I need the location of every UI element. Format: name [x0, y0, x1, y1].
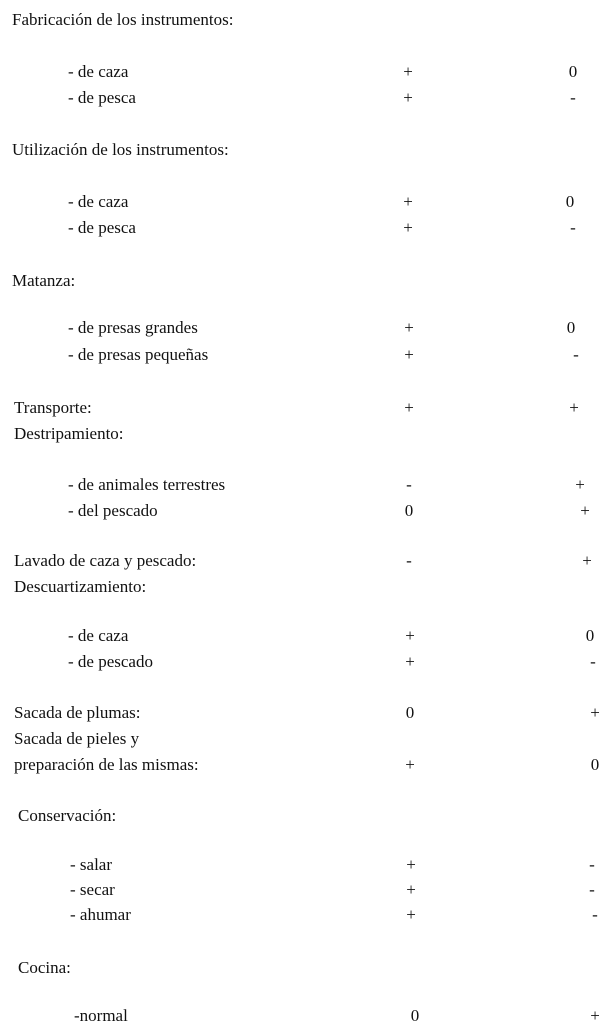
sub-item-label: - del pescado — [68, 501, 158, 520]
column-a-symbol — [398, 271, 418, 291]
column-a-symbol — [399, 577, 419, 597]
sub-item-label: - salar — [70, 855, 113, 874]
column-b-symbol: 0 — [585, 626, 595, 645]
column-b-symbol: - — [570, 218, 576, 237]
section-heading: Cocina: — [18, 958, 71, 977]
column-a-symbol: 0 — [405, 703, 415, 722]
sub-item-label: - de pesca — [68, 218, 136, 237]
column-b-symbol: + — [580, 501, 590, 520]
section-heading: Conservación: — [18, 806, 117, 825]
column-b-symbol: - — [592, 905, 598, 924]
column-b-symbol: 0 — [565, 192, 575, 211]
column-a-symbol: + — [403, 88, 413, 107]
column-b-symbol: - — [570, 88, 576, 107]
column-b-symbol — [563, 140, 583, 160]
section-heading: Lavado de caza y pescado: — [14, 551, 197, 570]
column-b-symbol: + — [569, 398, 579, 417]
section-heading: Sacada de plumas: — [14, 703, 141, 722]
column-b-symbol: 0 — [590, 755, 600, 774]
sub-item-label: - de presas pequeñas — [68, 345, 209, 364]
column-b-symbol: + — [582, 551, 592, 570]
sub-item-label: - de caza — [68, 62, 129, 81]
column-a-symbol: + — [403, 62, 413, 81]
column-a-symbol — [400, 729, 420, 749]
column-b-symbol — [563, 10, 583, 30]
column-a-symbol: 0 — [404, 501, 414, 520]
column-b-symbol: - — [589, 855, 595, 874]
section-heading: Fabricación de los instrumentos: — [12, 10, 234, 29]
column-b-symbol: + — [590, 703, 600, 722]
column-a-symbol — [398, 140, 418, 160]
sub-item-label: - de pescado — [68, 652, 153, 671]
section-heading: Transporte: — [14, 398, 92, 417]
sub-item-label: - de caza — [68, 626, 129, 645]
column-a-symbol — [399, 424, 419, 444]
column-a-symbol — [401, 806, 421, 826]
column-b-symbol — [585, 958, 605, 978]
column-b-symbol: + — [575, 475, 585, 494]
sub-item-label: - de animales terrestres — [68, 475, 226, 494]
column-a-symbol — [398, 10, 418, 30]
column-a-symbol: + — [405, 626, 415, 645]
column-b-symbol — [563, 271, 583, 291]
column-b-symbol — [577, 577, 597, 597]
column-a-symbol: + — [403, 192, 413, 211]
column-b-symbol: + — [590, 1006, 600, 1025]
section-heading: Destripamiento: — [14, 424, 124, 443]
column-a-symbol: + — [403, 218, 413, 237]
section-heading: Utilización de los instrumentos: — [12, 140, 229, 159]
column-a-symbol: + — [404, 345, 414, 364]
column-b-symbol: 0 — [566, 318, 576, 337]
column-b-symbol: - — [590, 652, 596, 671]
sub-item-label: - de presas grandes — [68, 318, 198, 337]
column-a-symbol: + — [404, 318, 414, 337]
sub-item-label: -normal — [74, 1006, 128, 1025]
column-b-symbol: - — [573, 345, 579, 364]
section-heading: preparación de las mismas: — [14, 755, 199, 774]
column-b-symbol — [585, 729, 605, 749]
column-a-symbol — [401, 958, 421, 978]
sub-item-label: - de pesca — [68, 88, 136, 107]
column-b-symbol: 0 — [568, 62, 578, 81]
column-a-symbol: + — [405, 652, 415, 671]
section-heading: Sacada de pieles y — [14, 729, 140, 748]
section-heading: Matanza: — [12, 271, 76, 290]
column-a-symbol: + — [404, 398, 414, 417]
section-heading: Descuartizamiento: — [14, 577, 147, 596]
sub-item-label: - de caza — [68, 192, 129, 211]
column-b-symbol — [564, 424, 584, 444]
column-b-symbol: - — [589, 880, 595, 899]
column-a-symbol: + — [405, 755, 415, 774]
column-b-symbol — [583, 806, 603, 826]
sub-item-label: - ahumar — [70, 905, 131, 924]
column-a-symbol: - — [406, 551, 412, 570]
sub-item-label: - secar — [70, 880, 115, 899]
column-a-symbol: + — [406, 880, 416, 899]
column-a-symbol: 0 — [410, 1006, 420, 1025]
column-a-symbol: - — [406, 475, 412, 494]
column-a-symbol: + — [406, 905, 416, 924]
column-a-symbol: + — [406, 855, 416, 874]
